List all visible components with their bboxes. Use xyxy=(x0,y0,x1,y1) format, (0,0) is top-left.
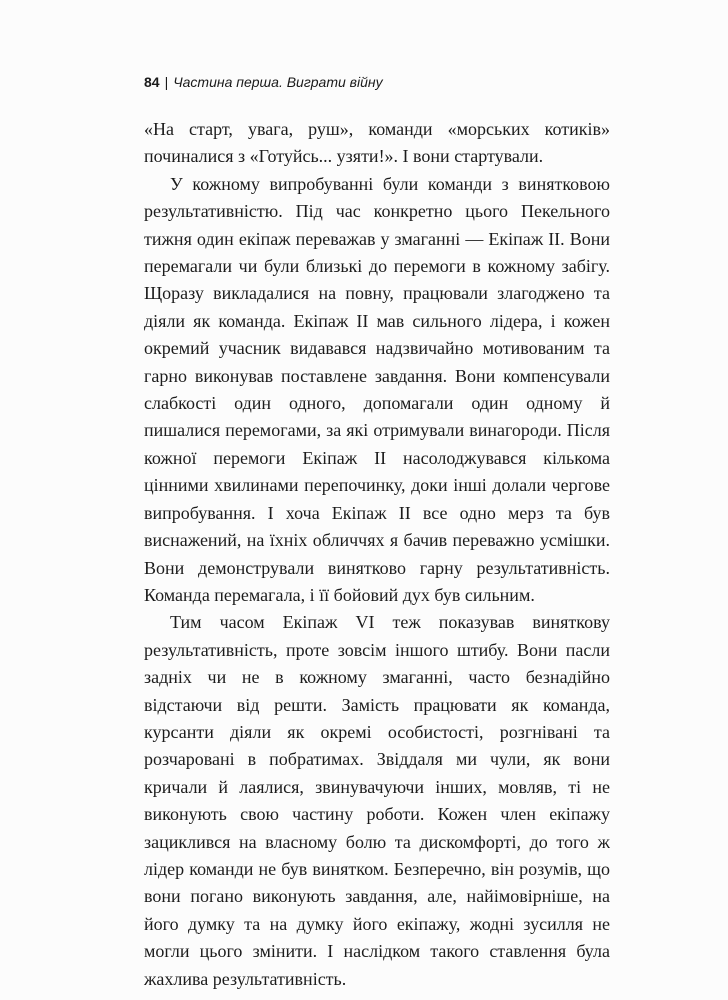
chapter-title: Частина перша. Виграти війну xyxy=(173,74,383,90)
paragraph: «На старт, увага, руш», команди «морських котиків» починалися з «Готуйсь... узяти!». І вони стартували. xyxy=(144,119,610,167)
header-separator: | xyxy=(164,74,169,90)
page-number: 84 xyxy=(144,74,160,90)
paragraph: У кожному випробуванні були команди з винятковою результативністю. Під час конкретно цього Пекельного тижня один екіпаж переважав у змаганні — Екіпаж II. Вони перемагали чи були близькі до перемоги в кожному забігу. Щоразу викладалися на повну, працювали злагоджено та діяли як команда. Екіпаж II мав сильного лідера, і кожен окремий учасник видавався надзвичайно мотивованим та гарно виконував поставлене завдання. Вони компенсували слабкості один одного, допомагали один одному й пишалися перемогами, за які отримували винагороди. Після кожної перемоги Екіпаж II насолоджувався кількома цінними хвилинами перепочинку, доки інші долали чергове випробування. І хоча Екіпаж II все одно мерз та був виснажений, на їхніх обличчях я бачив переважно усмішки. Вони демонстрували винятково гарну результативність. Команда перемагала, і її бойовий дух був сильним. xyxy=(144,173,610,605)
body-text xyxy=(144,116,610,993)
paragraph: Тим часом Екіпаж VI теж показував виняткову результативність, проте зовсім іншого штибу. Вони пасли задніх чи не в кожному змаганні, часто безнадійно відстаючи від решти. Замість працювати як команда, курсанти діяли як окремі особистості, розгнівані та розчаровані в побратимах. Звіддаля ми чули, як вони кричали й лаялися, звинувачуючи інших, мовляв, ті не виконують свою частину роботи. Кожен член екіпажу зациклився на власному болю та дискомфорті, до того ж лідер команди не був винятком. Безперечно, він розумів, що вони погано виконують завдання, але, найімовірніше, на його думку та на думку його екіпажу, жодні зусилля не могли цього змінити. І наслідком такого ставлення була жахлива результативність. xyxy=(144,612,610,989)
running-header xyxy=(144,72,604,92)
